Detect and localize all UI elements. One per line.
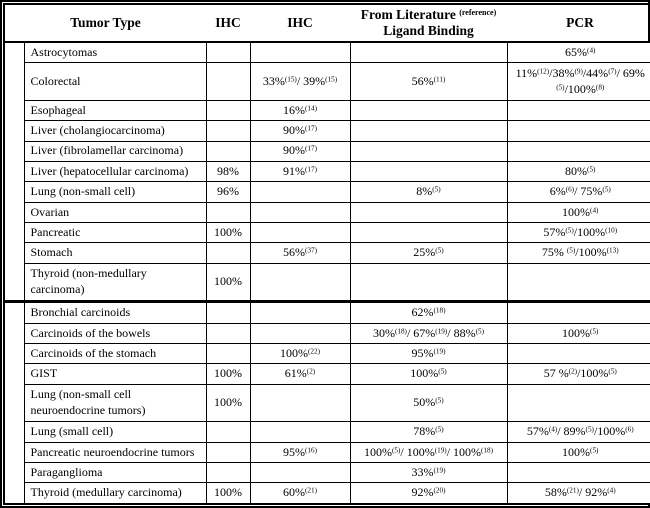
ihc1-value-cell xyxy=(206,42,250,63)
table-row xyxy=(4,462,650,482)
ligand-value-cell: 95%$^{(19)}$ xyxy=(350,344,507,364)
table-row xyxy=(4,442,650,462)
ihc2-value-cell: 90%$^{(17)}$ xyxy=(250,121,350,141)
table-row xyxy=(4,42,650,63)
pcr-value-cell xyxy=(507,462,650,482)
ihc2-value-cell xyxy=(250,223,350,243)
pcr-value-cell: 6%$^{(6)}$/ 75%$^{(5)}$ xyxy=(507,182,650,202)
ihc2-value-cell xyxy=(250,462,350,482)
tumor-type-cell: Carcinoids of the bowels xyxy=(24,323,206,343)
tumor-type-cell: Carcinoids of the stomach xyxy=(24,344,206,364)
tumor-type-cell: Liver (fibrolamellar carcinoma) xyxy=(24,141,206,161)
ihc1-value-cell: 100% xyxy=(206,223,250,243)
pcr-value-cell: 11%$^{(12)}$/38%$^{(9)}$/44%$^{(7)}$/ 69%$^{(5)}$/100%$^{(8)}$ xyxy=(507,63,650,100)
tumor-type-cell: Lung (small cell) xyxy=(24,422,206,442)
pcr-value-cell xyxy=(507,384,650,421)
tumor-type-cell: Ovarian xyxy=(24,202,206,222)
ihc2-value-cell: 90%$^{(17)}$ xyxy=(250,141,350,161)
ihc2-value-cell: 91%$^{(17)}$ xyxy=(250,161,350,181)
ligand-value-cell xyxy=(350,121,507,141)
ihc1-value-cell xyxy=(206,462,250,482)
pcr-value-cell: 57%$^{(5)}$/100%$^{(10)}$ xyxy=(507,223,650,243)
ihc1-value-cell xyxy=(206,344,250,364)
tumor-type-cell: Pancreatic neuroendocrine tumors xyxy=(24,442,206,462)
ligand-value-cell: 92%$^{(20)}$ xyxy=(350,483,507,504)
ihc1-value-cell xyxy=(206,121,250,141)
ihc1-value-cell: 100% xyxy=(206,384,250,421)
tumor-type-cell: Colorectal xyxy=(24,63,206,100)
ihc1-value-cell xyxy=(206,442,250,462)
table-row xyxy=(4,323,650,343)
row-group-label xyxy=(4,302,24,504)
ihc2-value-cell xyxy=(250,323,350,343)
ihc1-value-cell xyxy=(206,243,250,263)
pcr-value-cell: 100%$^{(4)}$ xyxy=(507,202,650,222)
tumor-type-cell: Paraganglioma xyxy=(24,462,206,482)
tumor-type-cell: Bronchial carcinoids xyxy=(24,302,206,323)
tumor-type-cell: Esophageal xyxy=(24,100,206,120)
table-row xyxy=(4,302,650,323)
header-literature-line1: From Literature xyxy=(360,7,456,23)
ihc2-value-cell xyxy=(250,263,350,302)
tumor-type-cell: Thyroid (medullary carcinoma) xyxy=(24,483,206,504)
pcr-value-cell: 75% $^{(5)}$/100%$^{(13)}$ xyxy=(507,243,650,263)
pcr-value-cell xyxy=(507,302,650,323)
ihc2-value-cell xyxy=(250,302,350,323)
ligand-value-cell xyxy=(350,42,507,63)
table-row xyxy=(4,182,650,202)
ligand-value-cell: 62%$^{(18)}$ xyxy=(350,302,507,323)
tumor-type-cell: Lung (non-small cell neuroendocrine tumors) xyxy=(24,384,206,421)
pcr-value-cell xyxy=(507,344,650,364)
ihc2-value-cell: 56%$^{(37)}$ xyxy=(250,243,350,263)
ligand-value-cell xyxy=(350,161,507,181)
table-row xyxy=(4,483,650,504)
ligand-value-cell xyxy=(350,100,507,120)
ihc1-value-cell: 98% xyxy=(206,161,250,181)
tumor-expression-table xyxy=(3,3,650,505)
table-row xyxy=(4,384,650,421)
table-row xyxy=(4,63,650,100)
header-tumor-type: Tumor Type xyxy=(4,4,206,42)
ihc2-value-cell xyxy=(250,42,350,63)
row-group-label xyxy=(4,42,24,302)
tumor-type-cell: Stomach xyxy=(24,243,206,263)
table-row xyxy=(4,263,650,302)
header-reference-superscript: (reference) xyxy=(459,8,497,18)
ihc1-value-cell xyxy=(206,302,250,323)
tumor-type-cell: Liver (cholangiocarcinoma) xyxy=(24,121,206,141)
table-row xyxy=(4,243,650,263)
ihc1-value-cell: 100% xyxy=(206,364,250,384)
ligand-value-cell: 8%$^{(5)}$ xyxy=(350,182,507,202)
header-literature-line2: Ligand Binding xyxy=(383,23,474,38)
pcr-value-cell: 100%$^{(5)}$ xyxy=(507,323,650,343)
ihc1-value-cell xyxy=(206,202,250,222)
ihc1-value-cell xyxy=(206,422,250,442)
header-pcr: PCR xyxy=(507,4,650,42)
header-literature-ligand-binding xyxy=(350,4,507,42)
pcr-value-cell: 57%$^{(4)}$/ 89%$^{(5)}$/100%$^{(6)}$ xyxy=(507,422,650,442)
tumor-type-cell: Astrocytomas xyxy=(24,42,206,63)
table-row xyxy=(4,223,650,243)
table-row xyxy=(4,364,650,384)
ligand-value-cell: 78%$^{(5)}$ xyxy=(350,422,507,442)
ligand-value-cell: 100%$^{(5)}$/ 100%$^{(19)}$/ 100%$^{(18)}$ xyxy=(350,442,507,462)
ligand-value-cell: 25%$^{(5)}$ xyxy=(350,243,507,263)
ihc2-value-cell: 16%$^{(14)}$ xyxy=(250,100,350,120)
table-row xyxy=(4,161,650,181)
header-row xyxy=(4,4,650,42)
pcr-value-cell: 80%$^{(5)}$ xyxy=(507,161,650,181)
table-row xyxy=(4,422,650,442)
ihc2-value-cell: 95%$^{(16)}$ xyxy=(250,442,350,462)
ihc1-value-cell xyxy=(206,100,250,120)
tumor-type-cell: Pancreatic xyxy=(24,223,206,243)
ligand-value-cell: 56%$^{(11)}$ xyxy=(350,63,507,100)
ihc2-value-cell xyxy=(250,422,350,442)
ligand-value-cell: 33%$^{(19)}$ xyxy=(350,462,507,482)
ihc1-value-cell xyxy=(206,323,250,343)
pcr-value-cell: 57 %$^{(2)}$/100%$^{(5)}$ xyxy=(507,364,650,384)
pcr-value-cell: 100%$^{(5)}$ xyxy=(507,442,650,462)
tumor-type-cell: Thyroid (non-medullary carcinoma) xyxy=(24,263,206,302)
ligand-value-cell xyxy=(350,141,507,161)
ligand-value-cell xyxy=(350,202,507,222)
ihc1-value-cell: 100% xyxy=(206,263,250,302)
ihc1-value-cell xyxy=(206,141,250,161)
ligand-value-cell: 50%$^{(5)}$ xyxy=(350,384,507,421)
ligand-value-cell xyxy=(350,263,507,302)
table-row xyxy=(4,344,650,364)
ligand-value-cell xyxy=(350,223,507,243)
pcr-value-cell: 58%$^{(21)}$/ 92%$^{(4)}$ xyxy=(507,483,650,504)
table-row xyxy=(4,100,650,120)
ihc2-value-cell: 60%$^{(21)}$ xyxy=(250,483,350,504)
ihc1-value-cell xyxy=(206,63,250,100)
pcr-value-cell xyxy=(507,141,650,161)
ligand-value-cell: 100%$^{(5)}$ xyxy=(350,364,507,384)
ihc1-value-cell: 100% xyxy=(206,483,250,504)
ihc2-value-cell: 61%$^{(2)}$ xyxy=(250,364,350,384)
pcr-value-cell xyxy=(507,100,650,120)
tumor-type-cell: GIST xyxy=(24,364,206,384)
ligand-value-cell: 30%$^{(18)}$/ 67%$^{(19)}$/ 88%$^{(5)}$ xyxy=(350,323,507,343)
ihc2-value-cell: 33%$^{(15)}$/ 39%$^{(15)}$ xyxy=(250,63,350,100)
ihc2-value-cell: 100%$^{(22)}$ xyxy=(250,344,350,364)
header-ihc-2: IHC xyxy=(250,4,350,42)
header-ihc-1: IHC xyxy=(206,4,250,42)
table-row xyxy=(4,141,650,161)
ihc2-value-cell xyxy=(250,182,350,202)
pcr-value-cell xyxy=(507,121,650,141)
ihc2-value-cell xyxy=(250,202,350,222)
tumor-type-cell: Lung (non-small cell) xyxy=(24,182,206,202)
table-row xyxy=(4,121,650,141)
table-row xyxy=(4,202,650,222)
pcr-value-cell: 65%$^{(4)}$ xyxy=(507,42,650,63)
ihc1-value-cell: 96% xyxy=(206,182,250,202)
ihc2-value-cell xyxy=(250,384,350,421)
pcr-value-cell xyxy=(507,263,650,302)
tumor-type-cell: Liver (hepatocellular carcinoma) xyxy=(24,161,206,181)
